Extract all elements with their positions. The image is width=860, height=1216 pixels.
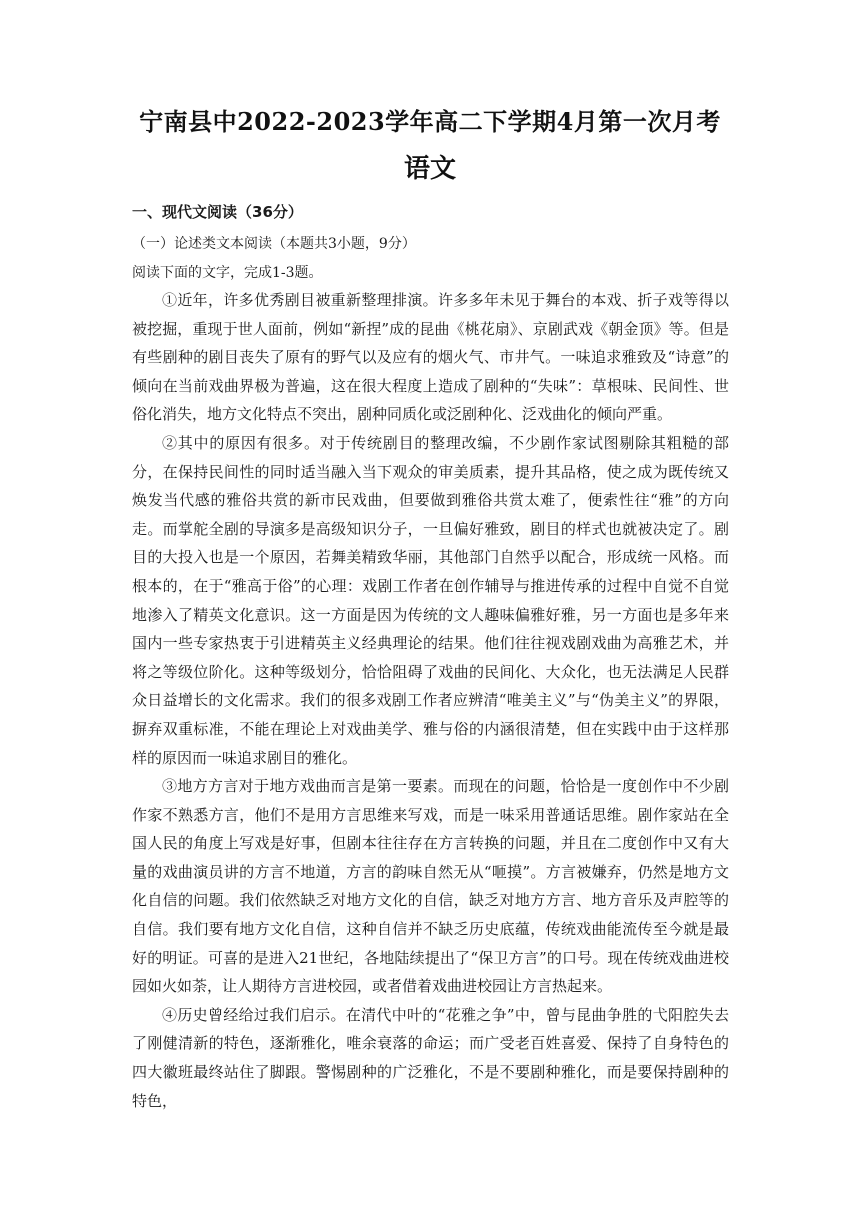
section-heading: 一、现代文阅读（36分） xyxy=(132,203,303,221)
paragraph-2: ②其中的原因有很多。对于传统剧目的整理改编，不少剧作家试图剔除其粗糙的部分，在保持民间性的同时适当融入当下观众的审美质素，提升其品格，使之成为既传统又焕发当代感的雅俗共赏的新市民戏曲，但要做到雅俗共赏太难了，便索性往“雅”的方向走。而掌舵全剧的导演多是高级知识分子，一旦偏好雅致，剧目的样式也就被决定了。剧目的大投入也是一个原因，若舞美精致华丽，其他部门自然乎以配合，形成统一风格。而根本的，在于“雅高于俗”的心理：戏剧工作者在创作辅导与推进传承的过程中自觉不自觉地渗入了精英文化意识。这一方面是因为传统的文人趣味偏雅好雅，另一方面也是多年来国内一些专家热衷于引进精英主义经典理论的结果。他们往往视戏剧戏曲为高雅艺术，并将之等级位阶化。这种等级划分，恰恰阻碍了戏曲的民间化、大众化，也无法满足人民群众日益增长的文化需求。我们的很多戏剧工作者应辨清“唯美主义”与“伪美主义”的界限，摒弃双重标准，不能在理论上对戏曲美学、雅与俗的内涵很清楚，但在实践中由于这样那样的原因而一味追求剧目的雅化。 xyxy=(132,433,729,767)
paragraph-4: ④历史曾经给过我们启示。在清代中叶的“花雅之争”中，曾与昆曲争胜的弋阳腔失去了刚健清新的特色，逐渐雅化，唯余衰落的命运；而广受老百姓喜爱、保持了自身特色的四大徽班最终站住了脚跟。警惕剧种的广泛雅化，不是不要剧种雅化，而是要保持剧种的特色， xyxy=(132,1005,729,1110)
document-title: 宁南县中2022-2023学年高二下学期4月第一次月考 xyxy=(139,107,721,136)
reading-passage xyxy=(132,286,729,1115)
reading-instruction: 阅读下面的文字，完成1-3题。 xyxy=(132,265,323,281)
subject-title: 语文 xyxy=(403,154,456,184)
subsection-heading: （一）论述类文本阅读（本题共3小题，9分） xyxy=(132,236,416,252)
paragraph-1: ①近年，许多优秀剧目被重新整理排演。许多多年未见于舞台的本戏、折子戏等得以被挖掘，重现于世人面前，例如“新捏”成的昆曲《桃花扇》、京剧武戏《朝金顶》等。但是有些剧种的剧目丧失了原有的野气以及应有的烟火气、市井气。一味追求雅致及“诗意”的倾向在当前戏曲界极为普遍，这在很大程度上造成了剧种的“失味”：草根味、民间性、世俗化消失，地方文化特点不突出，剧种同质化或泛剧种化、泛戏曲化的倾向严重。 xyxy=(132,291,729,424)
paragraph-3: ③地方方言对于地方戏曲而言是第一要素。而现在的问题，恰恰是一度创作中不少剧作家不熟悉方言，他们不是用方言思维来写戏，而是一味采用普通话思维。剧作家站在全国人民的角度上写戏是好事，但剧本往往存在方言转换的问题，并且在二度创作中又有大量的戏曲演员讲的方言不地道，方言的韵味自然无从“咂摸”。方言被嫌弃，仍然是地方文化自信的问题。我们依然缺乏对地方文化的自信，缺乏对地方方言、地方音乐及声腔等的自信。我们要有地方文化自信，这种自信并不缺乏历史底蕴，传统戏曲能流传至今就是最好的明证。可喜的是进入21世纪，各地陆续提出了“保卫方言”的口号。现在传统戏曲进校园如火如荼，让人期待方言进校园，或者借着戏曲进校园让方言热起来。 xyxy=(132,777,729,996)
